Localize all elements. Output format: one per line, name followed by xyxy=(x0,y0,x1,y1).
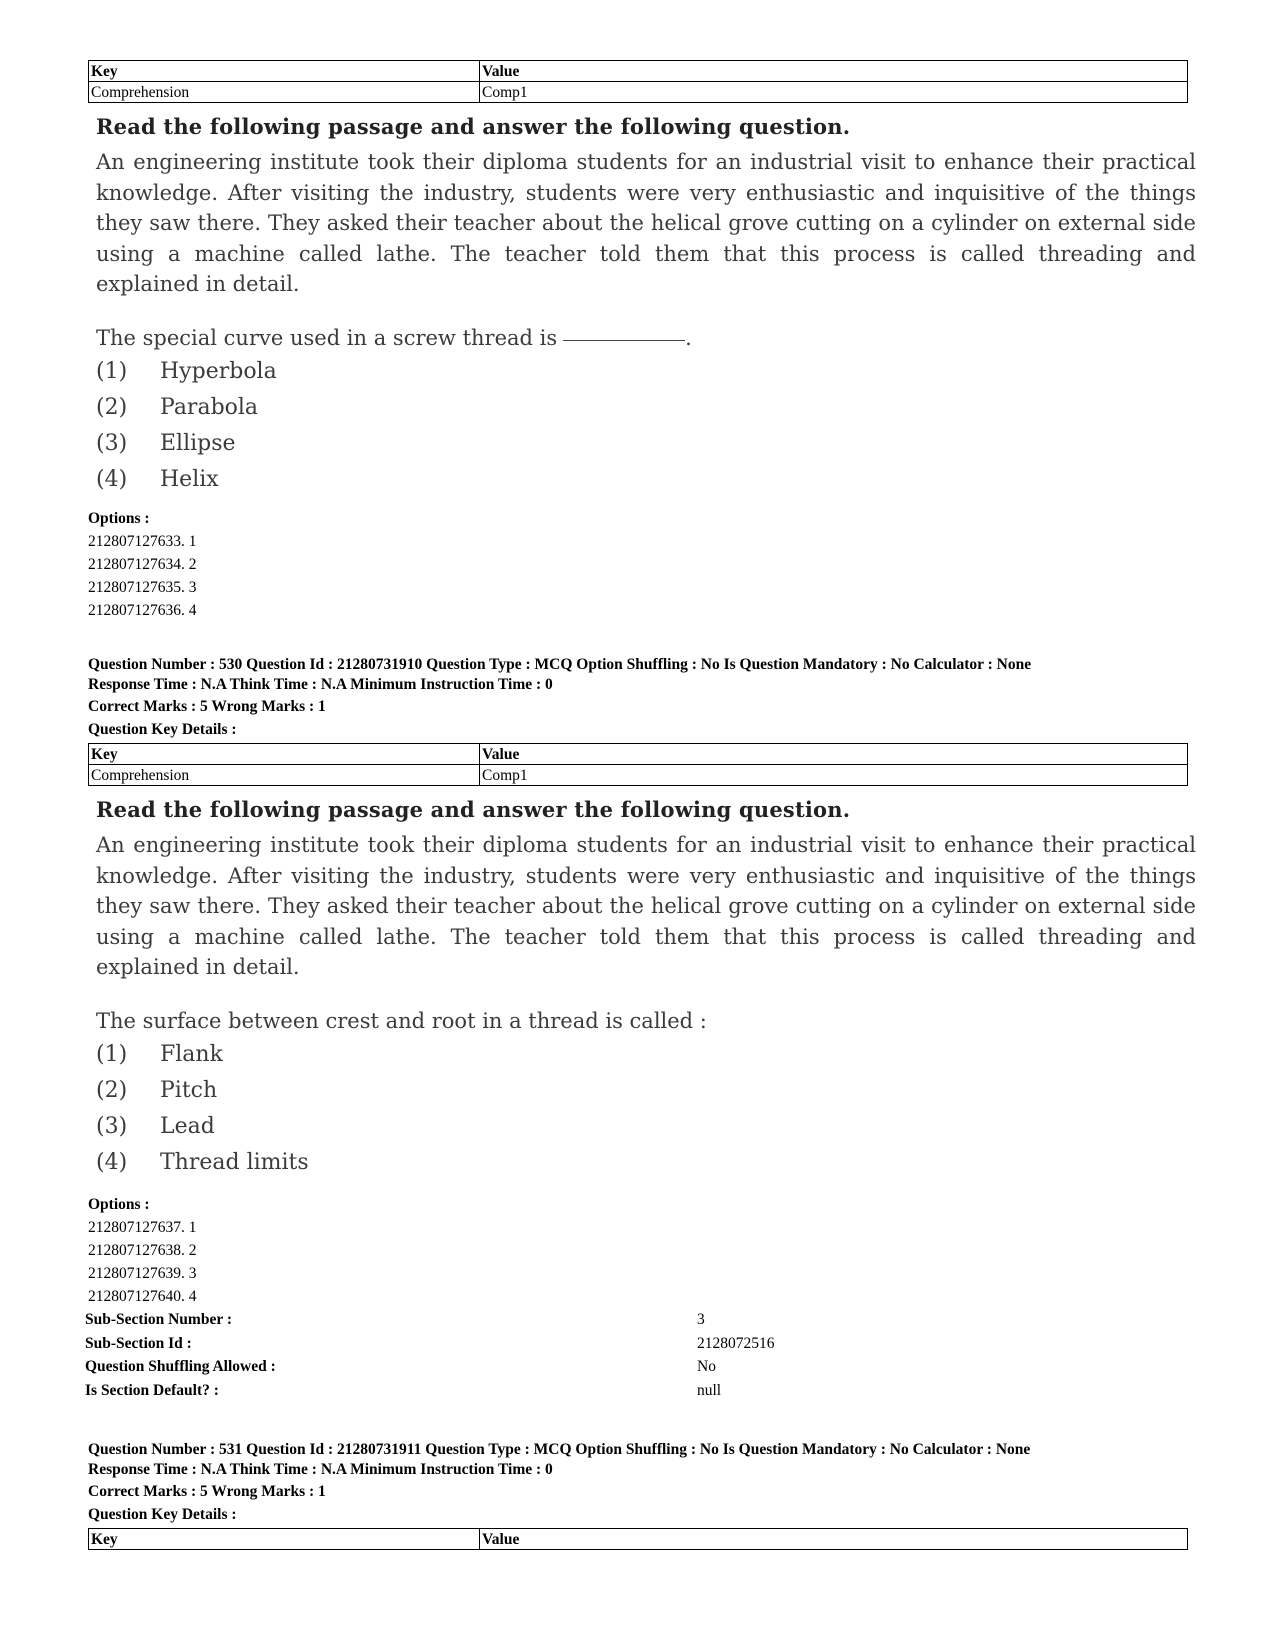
options-block xyxy=(88,507,197,622)
option-id: 212807127634. 2 xyxy=(88,556,197,573)
table-header-row xyxy=(89,1529,1188,1550)
choice-item xyxy=(96,1109,1196,1145)
choice-item xyxy=(96,462,1196,498)
choice-text: Lead xyxy=(160,1113,215,1139)
choice-text: Pitch xyxy=(160,1077,218,1103)
question-header xyxy=(88,1440,1198,1524)
options-label: Options : xyxy=(88,1196,150,1213)
question-key-table xyxy=(88,743,1188,786)
question-stem xyxy=(96,324,1196,352)
subsection-label: Is Section Default? : xyxy=(85,1381,219,1399)
choice-number: (3) xyxy=(96,430,128,456)
key-details-label: Question Key Details : xyxy=(88,720,237,738)
marks-line: Correct Marks : 5 Wrong Marks : 1 xyxy=(88,698,326,715)
table-header-key: Key xyxy=(89,61,480,82)
choice-number: (2) xyxy=(96,394,128,420)
subsection-label: Question Shuffling Allowed : xyxy=(85,1358,276,1375)
option-id: 212807127635. 3 xyxy=(88,579,197,596)
choice-item xyxy=(96,1145,1196,1181)
question-stem-end: . xyxy=(685,325,692,350)
options-block xyxy=(88,1193,197,1308)
choice-text: Thread limits xyxy=(160,1149,309,1175)
option-id: 212807127638. 2 xyxy=(88,1242,197,1259)
answer-blank xyxy=(563,340,685,341)
question-key-table xyxy=(88,1528,1188,1550)
table-row xyxy=(89,82,1188,103)
subsection-row xyxy=(85,1332,785,1356)
passage-heading: Read the following passage and answer the following question. xyxy=(96,797,851,822)
question-stem-text: The surface between crest and root in a thread is called : xyxy=(96,1008,707,1033)
subsection-label: Sub-Section Id : xyxy=(85,1334,192,1352)
subsection-label: Sub-Section Number : xyxy=(85,1311,232,1328)
options-label: Options : xyxy=(88,510,150,527)
passage-text: An engineering institute took their diploma students for an industrial visit to enhance their practical knowledge. After visiting the industry, students were very enthusiastic and inquisitive of the things they saw there. They asked their teacher about the helical grove cutting on a cylinder on external side using a machine called lathe. The teacher told them that this process is called threading and explained in detail. xyxy=(96,833,1196,979)
choice-list xyxy=(96,354,1196,498)
table-header-value: Value xyxy=(480,744,1188,765)
choice-number: (2) xyxy=(96,1077,128,1103)
question-stem-text: The special curve used in a screw thread is xyxy=(96,325,558,350)
table-header-row xyxy=(89,61,1188,82)
choice-text: Flank xyxy=(160,1041,223,1067)
table-cell-value: Comp1 xyxy=(480,82,1188,103)
marks-line: Correct Marks : 5 Wrong Marks : 1 xyxy=(88,1483,326,1500)
choice-number: (4) xyxy=(96,466,128,492)
subsection-row xyxy=(85,1355,785,1379)
subsection-row xyxy=(85,1308,785,1332)
choice-text: Hyperbola xyxy=(160,358,277,384)
subsection-value: No xyxy=(697,1358,716,1375)
choice-list xyxy=(96,1037,1196,1181)
question-header-line: Response Time : N.A Think Time : N.A Minimum Instruction Time : 0 xyxy=(88,675,553,693)
question-header xyxy=(88,655,1198,739)
table-cell-key: Comprehension xyxy=(89,82,480,103)
option-id: 212807127637. 1 xyxy=(88,1219,197,1236)
passage-text: An engineering institute took their diploma students for an industrial visit to enhance their practical knowledge. After visiting the industry, students were very enthusiastic and inquisitive of the things they saw there. They asked their teacher about the helical grove cutting on a cylinder on external side using a machine called lathe. The teacher told them that this process is called threading and explained in detail. xyxy=(96,150,1196,296)
option-id: 212807127633. 1 xyxy=(88,533,197,550)
subsection-info xyxy=(85,1308,785,1402)
question-image xyxy=(96,797,1196,1181)
table-cell-key: Comprehension xyxy=(89,765,480,786)
question-stem xyxy=(96,1007,1196,1035)
question-header-line: Question Number : 530 Question Id : 21280731910 Question Type : MCQ Option Shuffling : No Is Question Mandatory : No Calculator : None xyxy=(88,656,1032,673)
option-id: 212807127636. 4 xyxy=(88,602,197,619)
table-header-key: Key xyxy=(89,1529,480,1550)
choice-number: (1) xyxy=(96,358,128,384)
choice-text: Helix xyxy=(160,466,219,492)
choice-item xyxy=(96,1073,1196,1109)
table-header-value: Value xyxy=(480,61,1188,82)
subsection-row xyxy=(85,1379,785,1403)
option-id: 212807127640. 4 xyxy=(88,1288,197,1305)
question-header-line: Response Time : N.A Think Time : N.A Minimum Instruction Time : 0 xyxy=(88,1460,553,1478)
question-header-line: Question Number : 531 Question Id : 21280731911 Question Type : MCQ Option Shuffling : No Is Question Mandatory : No Calculator : None xyxy=(88,1441,1031,1458)
choice-text: Ellipse xyxy=(160,430,236,456)
choice-item xyxy=(96,390,1196,426)
key-details-label: Question Key Details : xyxy=(88,1505,237,1523)
choice-number: (4) xyxy=(96,1149,128,1175)
table-header-row xyxy=(89,744,1188,765)
choice-item xyxy=(96,354,1196,390)
choice-item xyxy=(96,1037,1196,1073)
passage-heading: Read the following passage and answer the following question. xyxy=(96,114,851,139)
choice-text: Parabola xyxy=(160,394,259,420)
table-cell-value: Comp1 xyxy=(480,765,1188,786)
choice-number: (3) xyxy=(96,1113,128,1139)
choice-item xyxy=(96,426,1196,462)
option-id: 212807127639. 3 xyxy=(88,1265,197,1282)
question-key-table xyxy=(88,60,1188,103)
choice-number: (1) xyxy=(96,1041,128,1067)
question-image xyxy=(96,114,1196,498)
subsection-value: 2128072516 xyxy=(697,1334,775,1352)
subsection-value: 3 xyxy=(697,1311,705,1328)
subsection-value: null xyxy=(697,1381,722,1399)
table-row xyxy=(89,765,1188,786)
table-header-value: Value xyxy=(480,1529,1188,1550)
table-header-key: Key xyxy=(89,744,480,765)
